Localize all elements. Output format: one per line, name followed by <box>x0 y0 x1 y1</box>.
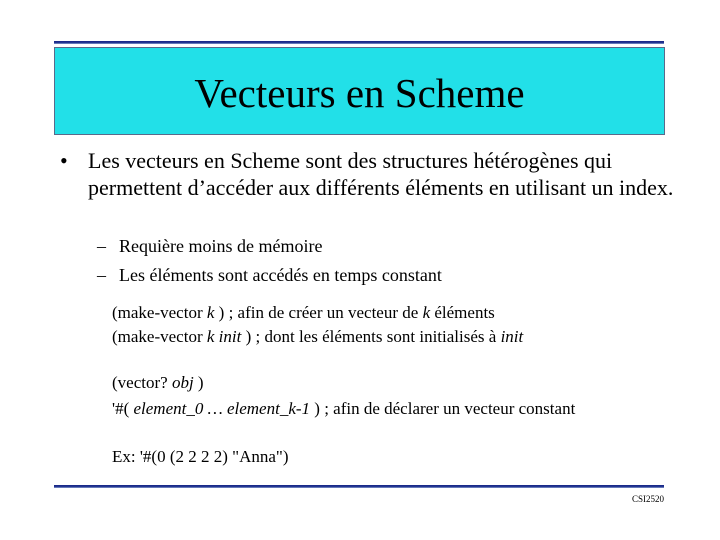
sub-item-text: Les éléments sont accédés en temps constant <box>119 265 442 285</box>
bottom-divider <box>54 485 664 488</box>
code-line: (make-vector k ) ; afin de créer un vecteur de k éléments <box>112 303 495 322</box>
title-banner <box>54 47 665 135</box>
code-line: Ex: '#(0 (2 2 2 2) "Anna") <box>112 447 289 466</box>
dash-icon: – <box>97 265 106 285</box>
slide-title: Vecteurs en Scheme <box>194 70 525 116</box>
top-divider <box>54 41 664 44</box>
code-line: (vector? obj ) <box>112 373 204 392</box>
bullet-text: Les vecteurs en Scheme sont des structures hétérogènes qui permettent d’accéder aux différents éléments en utilisant un index. <box>88 148 674 200</box>
dash-icon: – <box>97 236 106 256</box>
bullet-icon: • <box>60 148 68 173</box>
footer-course-code: CSI2520 <box>631 494 664 504</box>
code-line: '#( element_0 … element_k-1 ) ; afin de déclarer un vecteur constant <box>112 399 576 418</box>
sub-item-text: Requière moins de mémoire <box>119 236 323 256</box>
code-line: (make-vector k init ) ; dont les éléments sont initialisés à init <box>112 327 524 346</box>
